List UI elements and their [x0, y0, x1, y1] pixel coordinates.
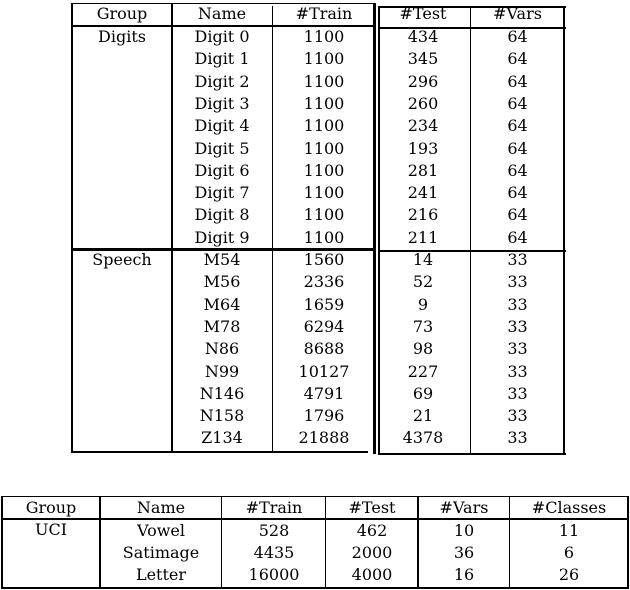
table-cell: 33: [507, 316, 528, 336]
table-cell: 52: [412, 272, 434, 292]
table-cell: 33: [507, 339, 528, 359]
table-cell: M78: [203, 316, 241, 336]
table-cell: 33: [507, 406, 528, 426]
table-cell: 98: [412, 339, 434, 359]
table-cell: Digit 7: [194, 183, 250, 203]
table-cell: M56: [203, 272, 241, 292]
column-header: #Train: [295, 4, 353, 23]
table-cell: N99: [204, 361, 240, 381]
table-cell: 6: [563, 543, 575, 562]
table-cell: 33: [507, 428, 528, 448]
table-cell: 36: [453, 543, 475, 562]
table-cell: 1100: [303, 93, 345, 113]
table-cell: 33: [507, 361, 528, 381]
table-cell: 434: [407, 27, 439, 46]
column-header: #Vars: [493, 4, 542, 23]
table-cell: 64: [507, 27, 528, 46]
table-cell: 69: [412, 383, 434, 403]
table-cell: 33: [507, 383, 528, 403]
table-cell: 193: [407, 138, 439, 158]
table-cell: 1100: [303, 138, 345, 158]
table-cell: 64: [507, 138, 528, 158]
table-cell: 64: [507, 71, 528, 91]
table-cell: M64: [203, 294, 241, 314]
table-cell: 33: [507, 272, 528, 292]
table-cell: 9: [417, 294, 429, 314]
table-cell: 4791: [303, 383, 345, 403]
table-cell: 2336: [303, 272, 345, 292]
table2-top-rule: [2, 496, 628, 497]
table-cell: 64: [507, 49, 528, 69]
table-cell: Digit 6: [194, 160, 250, 180]
table-cell: 1100: [303, 160, 345, 180]
table-cell: 11: [558, 521, 580, 540]
table-cell: Digit 9: [194, 227, 250, 247]
table-cell: 1100: [303, 116, 345, 136]
table-cell: Z134: [201, 428, 243, 448]
table-cell: 10: [453, 521, 475, 540]
table-cell: Satimage: [122, 543, 200, 562]
table-cell: 281: [407, 160, 439, 180]
table-cell: M54: [203, 250, 241, 269]
table-cell: 64: [507, 227, 528, 247]
table-cell: 21: [412, 406, 434, 426]
column-header: Group: [25, 498, 77, 517]
table-cell: Vowel: [137, 521, 185, 540]
table-cell: 260: [407, 93, 439, 113]
table-cell: 241: [407, 183, 439, 203]
column-header: #Train: [245, 498, 303, 517]
table-cell: 14: [412, 250, 434, 269]
table-cell: 528: [258, 521, 290, 540]
table-cell: 1100: [303, 27, 345, 46]
column-header: Group: [96, 4, 148, 23]
table-cell: Digit 2: [194, 71, 250, 91]
table-cell: Digit 8: [194, 205, 250, 225]
table-cell: 33: [507, 294, 528, 314]
table-cell: Digit 0: [194, 27, 250, 46]
table-cell: 1100: [303, 183, 345, 203]
table-cell: 216: [407, 205, 439, 225]
column-header: Name: [197, 4, 247, 23]
table-cell: 296: [407, 71, 439, 91]
table-cell: 64: [507, 205, 528, 225]
table-cell: 4378: [402, 428, 444, 448]
table-cell: N146: [199, 383, 245, 403]
table-cell: 234: [407, 116, 439, 136]
table-cell: 4000: [351, 565, 393, 584]
table-cell: 8688: [303, 339, 345, 359]
table-cell: 211: [407, 227, 439, 247]
group-label: Speech: [92, 250, 152, 269]
table-cell: 33: [507, 250, 528, 269]
table-cell: 64: [507, 93, 528, 113]
table-cell: 26: [558, 565, 580, 584]
table-cell: 16000: [248, 565, 300, 584]
table-cell: Digit 3: [194, 93, 250, 113]
group-label: UCI: [34, 520, 68, 539]
table-cell: 1100: [303, 71, 345, 91]
table-cell: 64: [507, 116, 528, 136]
table-cell: 345: [407, 49, 439, 69]
table-cell: Digit 4: [194, 116, 250, 136]
table-cell: 1100: [303, 49, 345, 69]
column-header: #Test: [348, 498, 396, 517]
table-cell: 1796: [303, 406, 345, 426]
table-cell: 64: [507, 160, 528, 180]
table-cell: 227: [407, 361, 439, 381]
table-cell: 462: [356, 521, 388, 540]
table-cell: 1100: [303, 227, 345, 247]
table-cell: Digit 5: [194, 138, 250, 158]
table-cell: 1100: [303, 205, 345, 225]
table-cell: Letter: [135, 565, 187, 584]
table-cell: 16: [453, 565, 475, 584]
column-header: #Test: [399, 4, 447, 23]
table-cell: 1560: [303, 250, 345, 269]
table-cell: Digit 1: [194, 49, 250, 69]
group-label: Digits: [98, 27, 146, 46]
table-cell: 73: [412, 316, 434, 336]
column-header: #Classes: [531, 498, 607, 517]
table-cell: 10127: [298, 361, 350, 381]
table-cell: 2000: [351, 543, 393, 562]
column-header: #Vars: [439, 498, 489, 517]
column-header: Name: [136, 498, 186, 517]
table-cell: N158: [199, 406, 245, 426]
table-cell: 4435: [253, 543, 295, 562]
table-cell: N86: [204, 339, 240, 359]
table-cell: 6294: [303, 316, 345, 336]
table-cell: 1659: [303, 294, 345, 314]
table-cell: 64: [507, 183, 528, 203]
table-cell: 21888: [298, 428, 350, 448]
table2-bottom-rule: [2, 587, 628, 589]
